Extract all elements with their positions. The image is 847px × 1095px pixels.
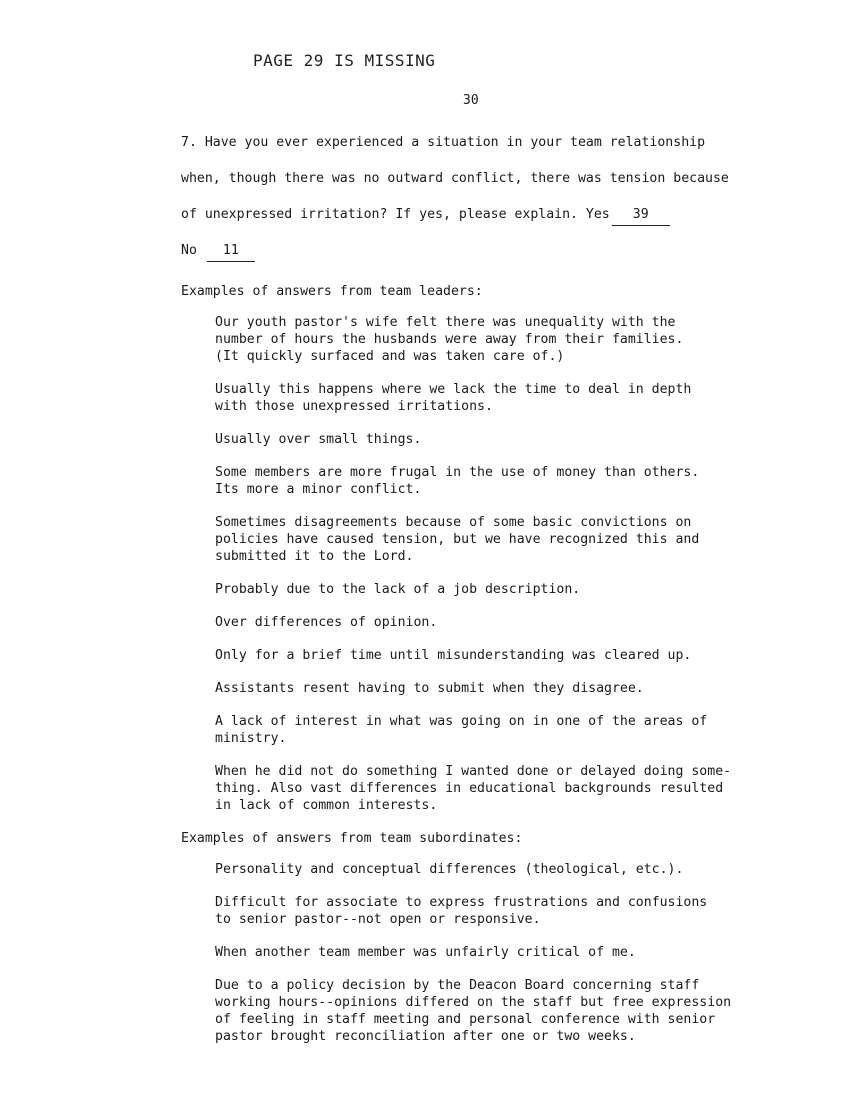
answer-item [215,581,781,598]
answer-text [215,314,775,365]
answer-line: number of hours the husbands were away from their families. [215,332,684,347]
answer-line: A lack of interest in what was going on in one of the areas of [215,714,708,729]
answer-line: Over differences of opinion. [215,615,438,630]
answer-line: working hours--opinions differed on the staff but free expression [215,995,732,1010]
answer-text [215,763,775,814]
leaders-heading: Examples of answers from team leaders: [181,284,483,299]
answer-item [215,514,781,565]
answer-line: (It quickly surfaced and was taken care of.) [215,349,565,364]
answer-text [215,464,775,498]
answer-line: Due to a policy decision by the Deacon Board concerning staff [215,978,700,993]
answer-item [215,464,781,498]
answer-line: submitted it to the Lord. [215,549,414,564]
answer-line: Assistants resent having to submit when they disagree. [215,681,644,696]
answer-text [215,894,775,928]
answer-line: Only for a brief time until misunderstanding was cleared up. [215,648,692,663]
answer-text [215,581,775,598]
answer-line: Sometimes disagreements because of some basic convictions on [215,515,692,530]
answer-item [215,680,781,697]
answer-line: pastor brought reconciliation after one or two weeks. [215,1029,636,1044]
answer-text [215,680,775,697]
answer-line: Its more a minor conflict. [215,482,422,497]
answer-line: Probably due to the lack of a job description. [215,582,581,597]
answer-line: Usually over small things. [215,432,422,447]
answer-line: to senior pastor--not open or responsive. [215,912,541,927]
missing-page-notice: PAGE 29 IS MISSING [253,51,436,70]
answer-text [215,647,775,664]
page-number: 30 [463,93,479,108]
answer-item [215,944,781,961]
answer-item [215,894,781,928]
question-line [181,197,781,233]
no-line [181,233,781,269]
answer-line: Difficult for associate to express frustrations and confusions [215,895,708,910]
answer-item [215,977,781,1045]
answer-line: When he did not do something I wanted done or delayed doing some- [215,764,732,779]
answer-line: Some members are more frugal in the use of money than others. [215,465,700,480]
answer-line: ministry. [215,731,287,746]
answer-text [215,977,775,1045]
answer-line: of feeling in staff meeting and personal conference with senior [215,1012,716,1027]
answer-line: Usually this happens where we lack the time to deal in depth [215,382,692,397]
subordinates-heading: Examples of answers from team subordinates: [181,831,523,846]
answer-text [215,713,775,747]
answer-text [215,944,775,961]
question-line: 7. Have you ever experienced a situation in your team relationship [181,135,706,150]
no-count: 11 [207,241,255,262]
answer-item [215,314,781,365]
answer-text [215,381,775,415]
answer-line: thing. Also vast differences in educational backgrounds resulted [215,781,724,796]
answer-item [215,763,781,814]
answer-line: with those unexpressed irritations. [215,399,493,414]
answer-item [215,614,781,631]
answer-line: policies have caused tension, but we have recognized this and [215,532,700,547]
no-label: No [181,243,197,258]
answer-item [215,381,781,415]
answer-text [215,861,775,878]
question-line: when, though there was no outward conflict, there was tension because [181,171,729,186]
answer-line: Our youth pastor's wife felt there was unequality with the [215,315,676,330]
question-line-text: of unexpressed irritation? If yes, please explain. Yes [181,207,610,222]
answer-line: in lack of common interests. [215,798,438,813]
document-body [181,125,781,1061]
yes-count: 39 [612,205,670,226]
answer-item [215,861,781,878]
answer-item [215,647,781,664]
leaders-answer-list [181,314,781,814]
answer-line: When another team member was unfairly critical of me. [215,945,636,960]
subordinates-answer-list [181,861,781,1045]
answer-item [215,713,781,747]
answer-text [215,614,775,631]
survey-question-7 [181,125,781,269]
answer-text [215,431,775,448]
answer-text [215,514,775,565]
answer-line: Personality and conceptual differences (theological, etc.). [215,862,684,877]
answer-item [215,431,781,448]
